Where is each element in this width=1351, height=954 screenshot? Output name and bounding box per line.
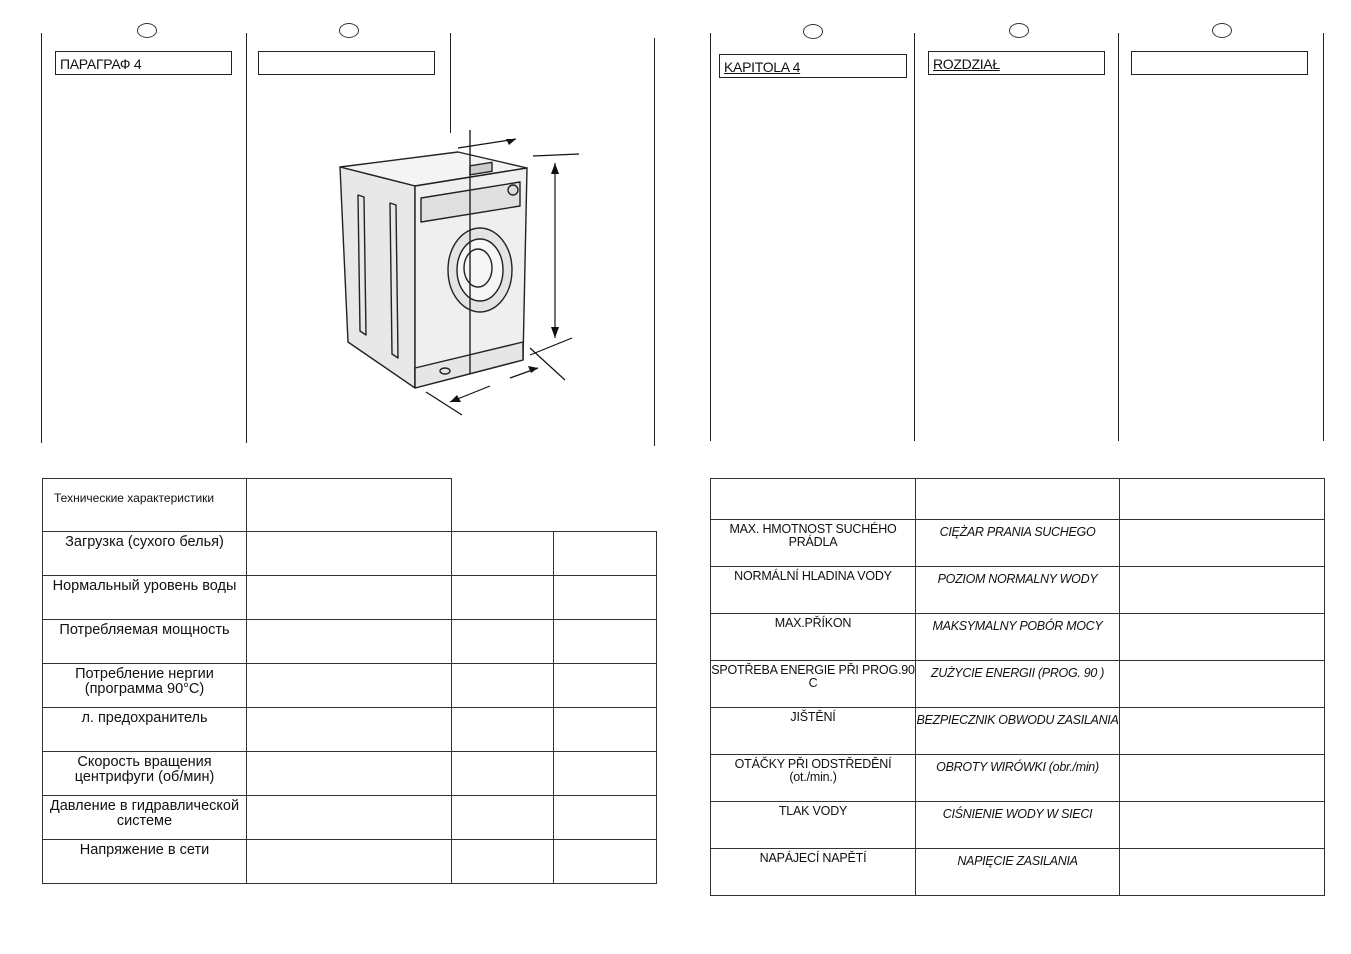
row-label-pl: POZIOM NORMALNY WODY: [916, 567, 1120, 614]
column-divider: [710, 33, 711, 441]
section-header-blank: [1131, 51, 1308, 75]
table-row: [711, 661, 1325, 708]
column-divider: [450, 33, 451, 133]
row-label-pl: ZUŻYCIE ENERGII (PROG. 90 ): [916, 661, 1120, 708]
row-label-pl: BEZPIECZNIK OBWODU ZASILANIA: [916, 708, 1120, 755]
row-label-pl: CIŚNIENIE WODY W SIECI: [916, 802, 1120, 849]
table-header-cell: Технические характеристики: [43, 479, 247, 532]
table-row: [711, 567, 1325, 614]
row-label-cz: OTÁČKY PŘI ODSTŘEDĚNÍ (ot./min.): [711, 755, 916, 802]
table-row: [711, 849, 1325, 896]
column-divider: [246, 33, 247, 443]
column-divider: [1323, 33, 1324, 441]
row-label-pl: CIĘŻAR PRANIA SUCHEGO: [916, 520, 1120, 567]
language-flag-circle: [339, 23, 359, 38]
column-divider: [654, 38, 655, 446]
row-label-pl: NAPIĘCIE ZASILANIA: [916, 849, 1120, 896]
table-row: [43, 576, 657, 620]
table-row: [43, 620, 657, 664]
table-row: [43, 664, 657, 708]
row-label-pl: MAKSYMALNY POBÓR MOCY: [916, 614, 1120, 661]
section-header-pl: ROZDZIAŁ: [928, 51, 1105, 75]
table-cell: [247, 479, 452, 532]
language-flag-circle: [1009, 23, 1029, 38]
row-label: Потребление нергии (программа 90°С): [43, 664, 247, 708]
spec-table-cz-pl: [710, 478, 1325, 896]
language-flag-circle: [137, 23, 157, 38]
row-label-cz: MAX. HMOTNOST SUCHÉHO PRÁDLA: [711, 520, 916, 567]
table-row: [711, 614, 1325, 661]
section-header-blank: [258, 51, 435, 75]
table-row: [43, 840, 657, 884]
row-label: л. предохранитель: [43, 708, 247, 752]
column-divider: [914, 33, 915, 441]
table-row: [43, 752, 657, 796]
table-cell: [452, 479, 657, 532]
language-flag-circle: [1212, 23, 1232, 38]
row-label-cz: JIŠTĚNÍ: [711, 708, 916, 755]
row-label: Напряжение в сети: [43, 840, 247, 884]
table-row: [711, 520, 1325, 567]
language-flag-circle: [803, 24, 823, 39]
section-header-cz: KAPITOLA 4: [719, 54, 907, 78]
table-row: [43, 708, 657, 752]
row-label: Загрузка (сухого белья): [43, 532, 247, 576]
row-label: Нормальный уровень воды: [43, 576, 247, 620]
row-label-cz: TLAK VODY: [711, 802, 916, 849]
column-divider: [41, 33, 42, 443]
row-label: Давление в гидравлической системе: [43, 796, 247, 840]
column-divider: [1118, 33, 1119, 441]
table-row: [43, 796, 657, 840]
table-row: [711, 708, 1325, 755]
row-label-cz: NAPÁJECÍ NAPĚTÍ: [711, 849, 916, 896]
row-label-cz: NORMÁLNÍ HLADINA VODY: [711, 567, 916, 614]
section-header-ru: ПАРАГРАФ 4: [55, 51, 232, 75]
row-label-pl: OBROTY WIRÓWKI (obr./min): [916, 755, 1120, 802]
table-row: [711, 755, 1325, 802]
row-label: Скорость вращения центрифуги (об/мин): [43, 752, 247, 796]
row-label: Потребляемая мощность: [43, 620, 247, 664]
row-label-cz: MAX.PŘÍKON: [711, 614, 916, 661]
table-row: [711, 802, 1325, 849]
table-row: [43, 532, 657, 576]
spec-table-ru: [42, 478, 657, 884]
washing-machine-illustration: [330, 130, 590, 425]
row-label-cz: SPOTŘEBA ENERGIE PŘI PROG.90 C: [711, 661, 916, 708]
